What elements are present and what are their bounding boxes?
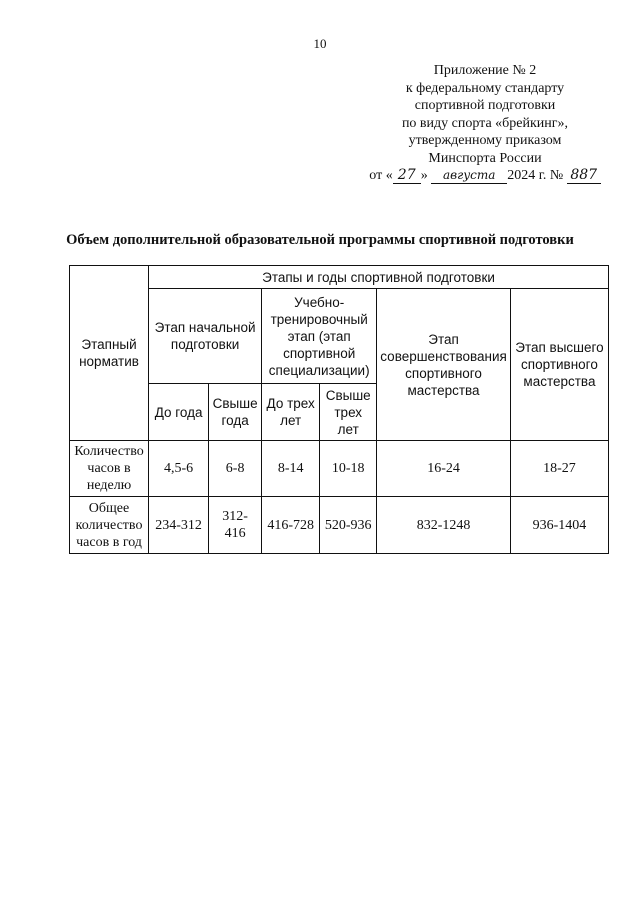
order-mid: » [420,168,428,183]
order-number-handwritten: 887 [567,168,601,184]
document-title: Объем дополнительной образовательной программы спортивной подготовки [66,232,574,248]
table-cell: 4,5-6 [149,441,209,497]
table-header-row [70,289,609,384]
appendix-line: к федеральному стандарту [405,80,565,96]
table-row [70,497,609,554]
appendix-line: Минспорта России [428,150,542,166]
row-label: Количество часов в неделю [70,441,149,497]
page-number: 10 [313,36,327,51]
header-stage-training: Учебно-тренировочный этап (этап спортивной специализации) [262,289,377,384]
row-label: Общее количество часов в год [70,497,149,554]
header-stage-highest: Этап высшего спортивного мастерства [510,289,608,441]
table-cell: 832-1248 [377,497,511,554]
table-header-row [70,266,609,289]
table-cell: 16-24 [377,441,511,497]
header-sub: До трех лет [262,384,320,441]
table-cell: 520-936 [320,497,377,554]
order-day-handwritten: 27 [393,168,421,184]
table-cell: 312-416 [209,497,262,554]
header-norm: Этапный норматив [70,266,149,441]
order-line [360,167,610,185]
header-sub: Свыше года [209,384,262,441]
header-sub: До года [149,384,209,441]
norms-table [69,265,609,554]
header-stage-improvement: Этап совершенствования спортивного мастерства [377,289,511,441]
header-stages: Этапы и годы спортивной подготовки [149,266,609,289]
table-cell: 18-27 [510,441,608,497]
appendix-line: утвержденному приказом [408,133,562,148]
table-cell: 416-728 [262,497,320,554]
table-cell: 8-14 [262,441,320,497]
table-cell: 936-1404 [510,497,608,554]
table-cell: 234-312 [149,497,209,554]
table-cell: 6-8 [209,441,262,497]
table-row [70,441,609,497]
header-stage-initial: Этап начальной подготовки [149,289,262,384]
order-prefix: от « [369,168,393,183]
appendix-line: спортивной подготовки [414,98,556,113]
appendix-header [360,62,610,185]
order-year: 2024 г. № [507,168,564,183]
header-sub: Свыше трех лет [320,384,377,441]
appendix-line: Приложение № 2 [433,63,537,78]
order-month-handwritten: августа [431,168,507,184]
appendix-line: по виду спорта «брейкинг», [401,115,569,131]
table-cell: 10-18 [320,441,377,497]
